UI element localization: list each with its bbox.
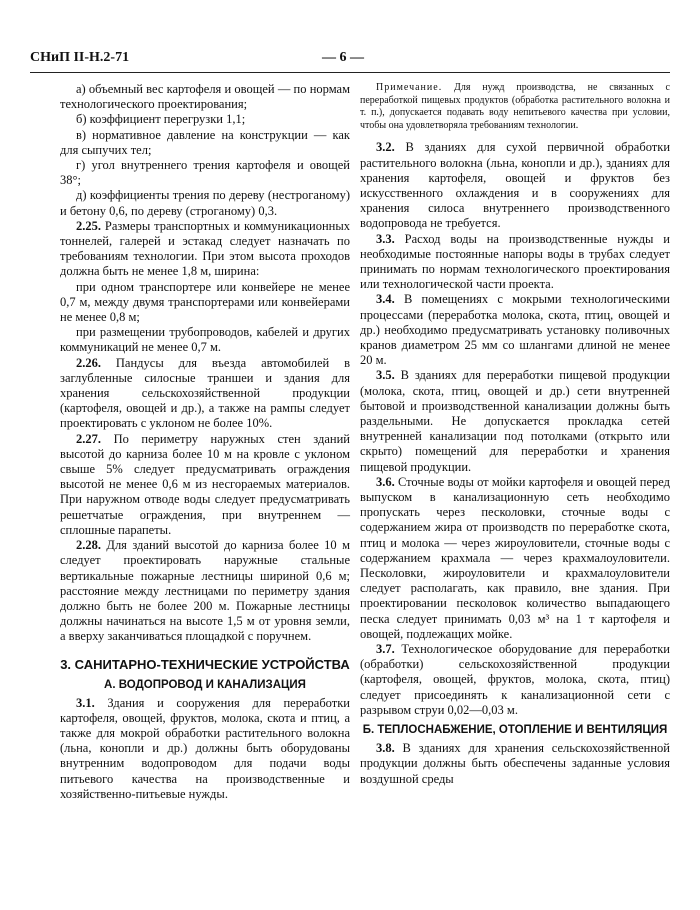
clause-number: 3.3. (376, 231, 395, 246)
clause-3-4 (360, 292, 670, 368)
clause-number: 3.4. (376, 292, 395, 307)
clause-text: В зданиях для переработки пищевой продукции (молока, скота, птиц, овощей и др.) сети внутренней бытовой и производственной канализации должны быть раздельными. Не допускается прокладка сетей внутренней канализации под потолками (открыто или скрыто) помещений для переработки и хранения пищевой продукции. (360, 368, 671, 474)
clause-2-27 (60, 432, 350, 538)
clause-text: Технологическое оборудование для переработки (обработки) сельскохозяйственной продукции (картофеля, овощей, фруктов, молока, скота, птиц) следует присоединять к канализационной сети с разрывом струи 0,02—0,03 м. (360, 642, 671, 717)
clause-2-25-item-1: при одном транспортере или конвейере не менее 0,7 м, между двумя транспортерами или конвейерами не менее 0,8 м; (60, 279, 350, 325)
clause-number: 3.8. (376, 741, 395, 756)
clause-number: 2.28. (76, 538, 101, 553)
paragraph-b: б) коэффициент перегрузки 1,1; (76, 112, 246, 127)
clause-2-26 (60, 356, 350, 432)
note-text: Для нужд производства, не связанных с переработкой пищевых продуктов (обработка растительного волокна и т. п.), допускается подавать воду непитьевого качества при условии, чтобы она удовлетворяла требованиям технологии. (360, 82, 670, 131)
clause-text: Для зданий высотой до карниза более 10 м следует проектировать наружные стальные вертикальные пожарные лестницы шириной 0,6 м; расстояние между лестницами по периметру здания должно быть не более 200 м. Пожарные лестницы должны начинаться на высоте 1,5 м от уровня земли, а вверху заканчиваться площадкой с поручнем. (60, 538, 350, 644)
document-code: СНиП II-Н.2-71 (30, 50, 130, 65)
clause-3-2 (360, 140, 670, 231)
clause-text: Расход воды на производственные нужды и необходимые постоянные напоры воды в трубах следует принимать по нормам технологического проектирования или технологической части проекта. (360, 231, 670, 292)
clause-text: В зданиях для сухой первичной обработки растительного волокна (льна, конопли и др.), зданиях для хранения картофеля, овощей и фруктов без искусственного охлаждения и в сооружениях для хранения силоса внутреннего производственного водопровода не требуется. (360, 140, 671, 231)
clause-number: 2.27. (76, 431, 101, 446)
subsection-b-title: Б. ТЕПЛОСНАБЖЕНИЕ, ОТОПЛЕНИЕ И ВЕНТИЛЯЦИЯ (362, 724, 668, 737)
clause-2-25 (60, 219, 350, 280)
paragraph-v: в) нормативное давление на конструкции — как для сыпучих тел; (60, 127, 350, 157)
clause-text: Размеры транспортных и коммуникационных тоннелей, галерей и эстакад следует назначать по требованиям технологии. При этом высота проходов должна быть не менее 1,8 м, ширина: (60, 218, 350, 279)
page-number: — 6 — (322, 50, 364, 65)
clause-number: 3.6. (376, 474, 395, 489)
clause-3-1 (60, 696, 350, 802)
clause-2-25-item-2: при размещении трубопроводов, кабелей и других коммуникаций не менее 0,7 м. (60, 325, 350, 355)
spacer (360, 132, 670, 140)
right-column (360, 82, 670, 787)
clause-number: 3.1. (76, 695, 95, 710)
clause-text: Сточные воды от мойки картофеля и овощей перед выпуском в канализационную сеть необходимо пропускать через песколовки, сточные воды с содержанием жира от производств по переработке скота, птиц и молока — через жироуловители, сточные воды с содержанием крахмала — через крахмалоуловители. Песколовки, жироуловители и крахмалоуловители следует располагать, как правило, вне здания. При проектировании песколовок количество выпадающего песка следует принимать 0,03 м³ на 1 т картофеля и овощей, подлежащих мойке. (360, 474, 670, 641)
clause-3-7 (360, 642, 670, 718)
section-3-title: 3. САНИТАРНО-ТЕХНИЧЕСКИЕ УСТРОЙСТВА (60, 656, 350, 672)
clause-number: 3.2. (376, 140, 395, 155)
clause-number: 3.7. (376, 642, 395, 657)
clause-3-8 (360, 741, 670, 787)
clause-number: 3.5. (376, 368, 395, 383)
clause-number: 2.25. (76, 218, 101, 233)
clause-text: В зданиях для хранения сельскохозяйственной продукции должны быть обеспечены заданные условия воздушной среды (360, 741, 671, 786)
clause-number: 2.26. (76, 355, 101, 370)
subsection-a-title: А. ВОДОПРОВОД И КАНАЛИЗАЦИЯ (104, 678, 306, 691)
note (360, 82, 670, 132)
clause-2-28 (60, 538, 350, 644)
paragraph-g: г) угол внутреннего трения картофеля и овощей 38°; (60, 158, 350, 188)
clause-3-6 (360, 475, 670, 642)
clause-text: Пандусы для въезда автомобилей в заглубленные силосные траншеи и здания для хранения сельскохозяйственной продукции (картофеля, овощей и др.), а также на рампы следует проектировать с уклоном не более 10%. (60, 355, 350, 431)
clause-3-5 (360, 368, 670, 474)
clause-text: Здания и сооружения для переработки картофеля, овощей, фруктов, молока, скота и птиц, а также для мокрой обработки растительного волокна (льна, конопли и др.) должны быть оборудованы внутренним водопроводом для подачи воды питьевого качества на производственные и хозяйственно-питьевые нужды. (60, 695, 350, 801)
left-column (60, 82, 350, 802)
clause-3-3 (360, 232, 670, 293)
clause-text: В помещениях с мокрыми технологическими процессами (переработка молока, скота, птиц, овощей и др.) необходимо предусматривать установку поливочных кранов диаметром 25 мм со шлангами длиной не менее 20 м. (360, 292, 670, 368)
paragraph-d: д) коэффициенты трения по дереву (нестроганому) и бетону 0,6, по дереву (строганому) 0,3. (60, 188, 350, 218)
clause-text: По периметру наружных стен зданий высотой до карниза более 10 м на кровле с уклоном свыше 5% следует предусматривать ограждения высотой не менее 0,6 м из несгораемых материалов. При наружном отводе воды следует предусматривать решетчатые ограждения, при внутреннем — сплошные парапеты. (60, 431, 350, 537)
note-label: Примечание. (376, 82, 443, 93)
paragraph-a: а) объемный вес картофеля и овощей — по нормам технологического проектирования; (60, 82, 350, 112)
header-rule (30, 72, 670, 73)
